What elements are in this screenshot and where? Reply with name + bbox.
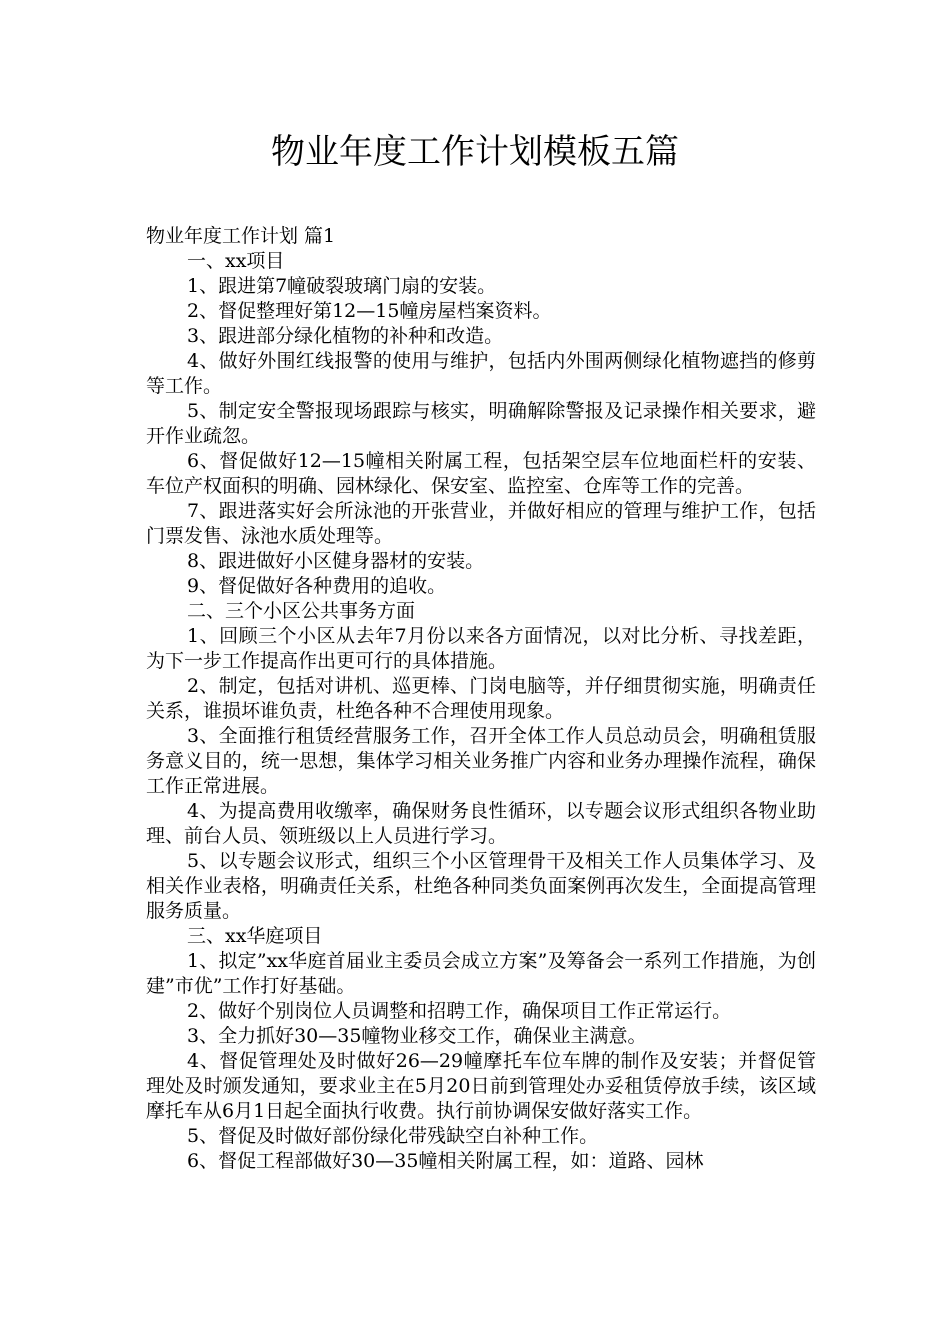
list-item: 9、督促做好各种费用的追收。 (187, 575, 447, 597)
list-item: 2、制定，包括对讲机、巡更棒、门岗电脑等，并仔细贯彻实施，明确责任关系，谁损坏谁负责，杜绝各种不合理使用现象。 (146, 675, 816, 722)
document-body (146, 224, 816, 1174)
list-item: 1、回顾三个小区从去年7月份以来各方面情况，以对比分析、寻找差距，为下一步工作提高作出更可行的具体措施。 (146, 625, 816, 672)
list-item: 7、跟进落实好会所泳池的开张营业，并做好相应的管理与维护工作，包括门票发售、泳池水质处理等。 (146, 500, 816, 547)
list-item: 6、督促工程部做好30—35幢相关附属工程，如：道路、园林 (187, 1150, 704, 1172)
list-item: 2、做好个别岗位人员调整和招聘工作，确保项目工作正常运行。 (187, 1000, 732, 1022)
list-item: 3、全面推行租赁经营服务工作，召开全体工作人员总动员会，明确租赁服务意义目的，统一思想，集体学习相关业务推广内容和业务办理操作流程，确保工作正常进展。 (146, 725, 816, 797)
list-item: 3、跟进部分绿化植物的补种和改造。 (187, 325, 504, 347)
list-item: 5、制定安全警报现场跟踪与核实，明确解除警报及记录操作相关要求，避开作业疏忽。 (146, 400, 816, 447)
list-item: 8、跟进做好小区健身器材的安装。 (187, 550, 485, 572)
list-item: 2、督促整理好第12—15幢房屋档案资料。 (187, 300, 552, 322)
document-subtitle: 物业年度工作计划 篇1 (146, 225, 336, 247)
paragraph-list (146, 249, 816, 1174)
document-title: 物业年度工作计划模板五篇 (271, 132, 679, 172)
list-item: 5、督促及时做好部份绿化带残缺空白补种工作。 (187, 1125, 599, 1147)
section-heading: 二、三个小区公共事务方面 (187, 600, 416, 622)
list-item: 6、督促做好12—15幢相关附属工程，包括架空层车位地面栏杆的安装、车位产权面积的明确、园林绿化、保安室、监控室、仓库等工作的完善。 (146, 450, 816, 497)
list-item: 3、全力抓好30—35幢物业移交工作，确保业主满意。 (187, 1025, 647, 1047)
section-heading: 一、xx项目 (187, 250, 285, 272)
list-item: 1、拟定”xx华庭首届业主委员会成立方案”及筹备会一系列工作措施，为创建”市优”工作打好基础。 (146, 950, 816, 997)
list-item: 5、以专题会议形式，组织三个小区管理骨干及相关工作人员集体学习、及相关作业表格，明确责任关系，杜绝各种同类负面案例再次发生，全面提高管理服务质量。 (146, 850, 816, 922)
list-item: 4、为提高费用收缴率，确保财务良性循环，以专题会议形式组织各物业助理、前台人员、领班级以上人员进行学习。 (146, 800, 816, 847)
list-item: 1、跟进第7幢破裂玻璃门扇的安装。 (187, 275, 497, 297)
section-heading: 三、xx华庭项目 (187, 925, 323, 947)
list-item: 4、督促管理处及时做好26—29幢摩托车位车牌的制作及安装；并督促管理处及时颁发通知，要求业主在5月20日前到管理处办妥租赁停放手续，该区域摩托车从6月1日起全面执行收费。执行前协调保安做好落实工作。 (146, 1050, 816, 1122)
list-item: 4、做好外围红线报警的使用与维护，包括内外围两侧绿化植物遮挡的修剪等工作。 (146, 350, 816, 397)
